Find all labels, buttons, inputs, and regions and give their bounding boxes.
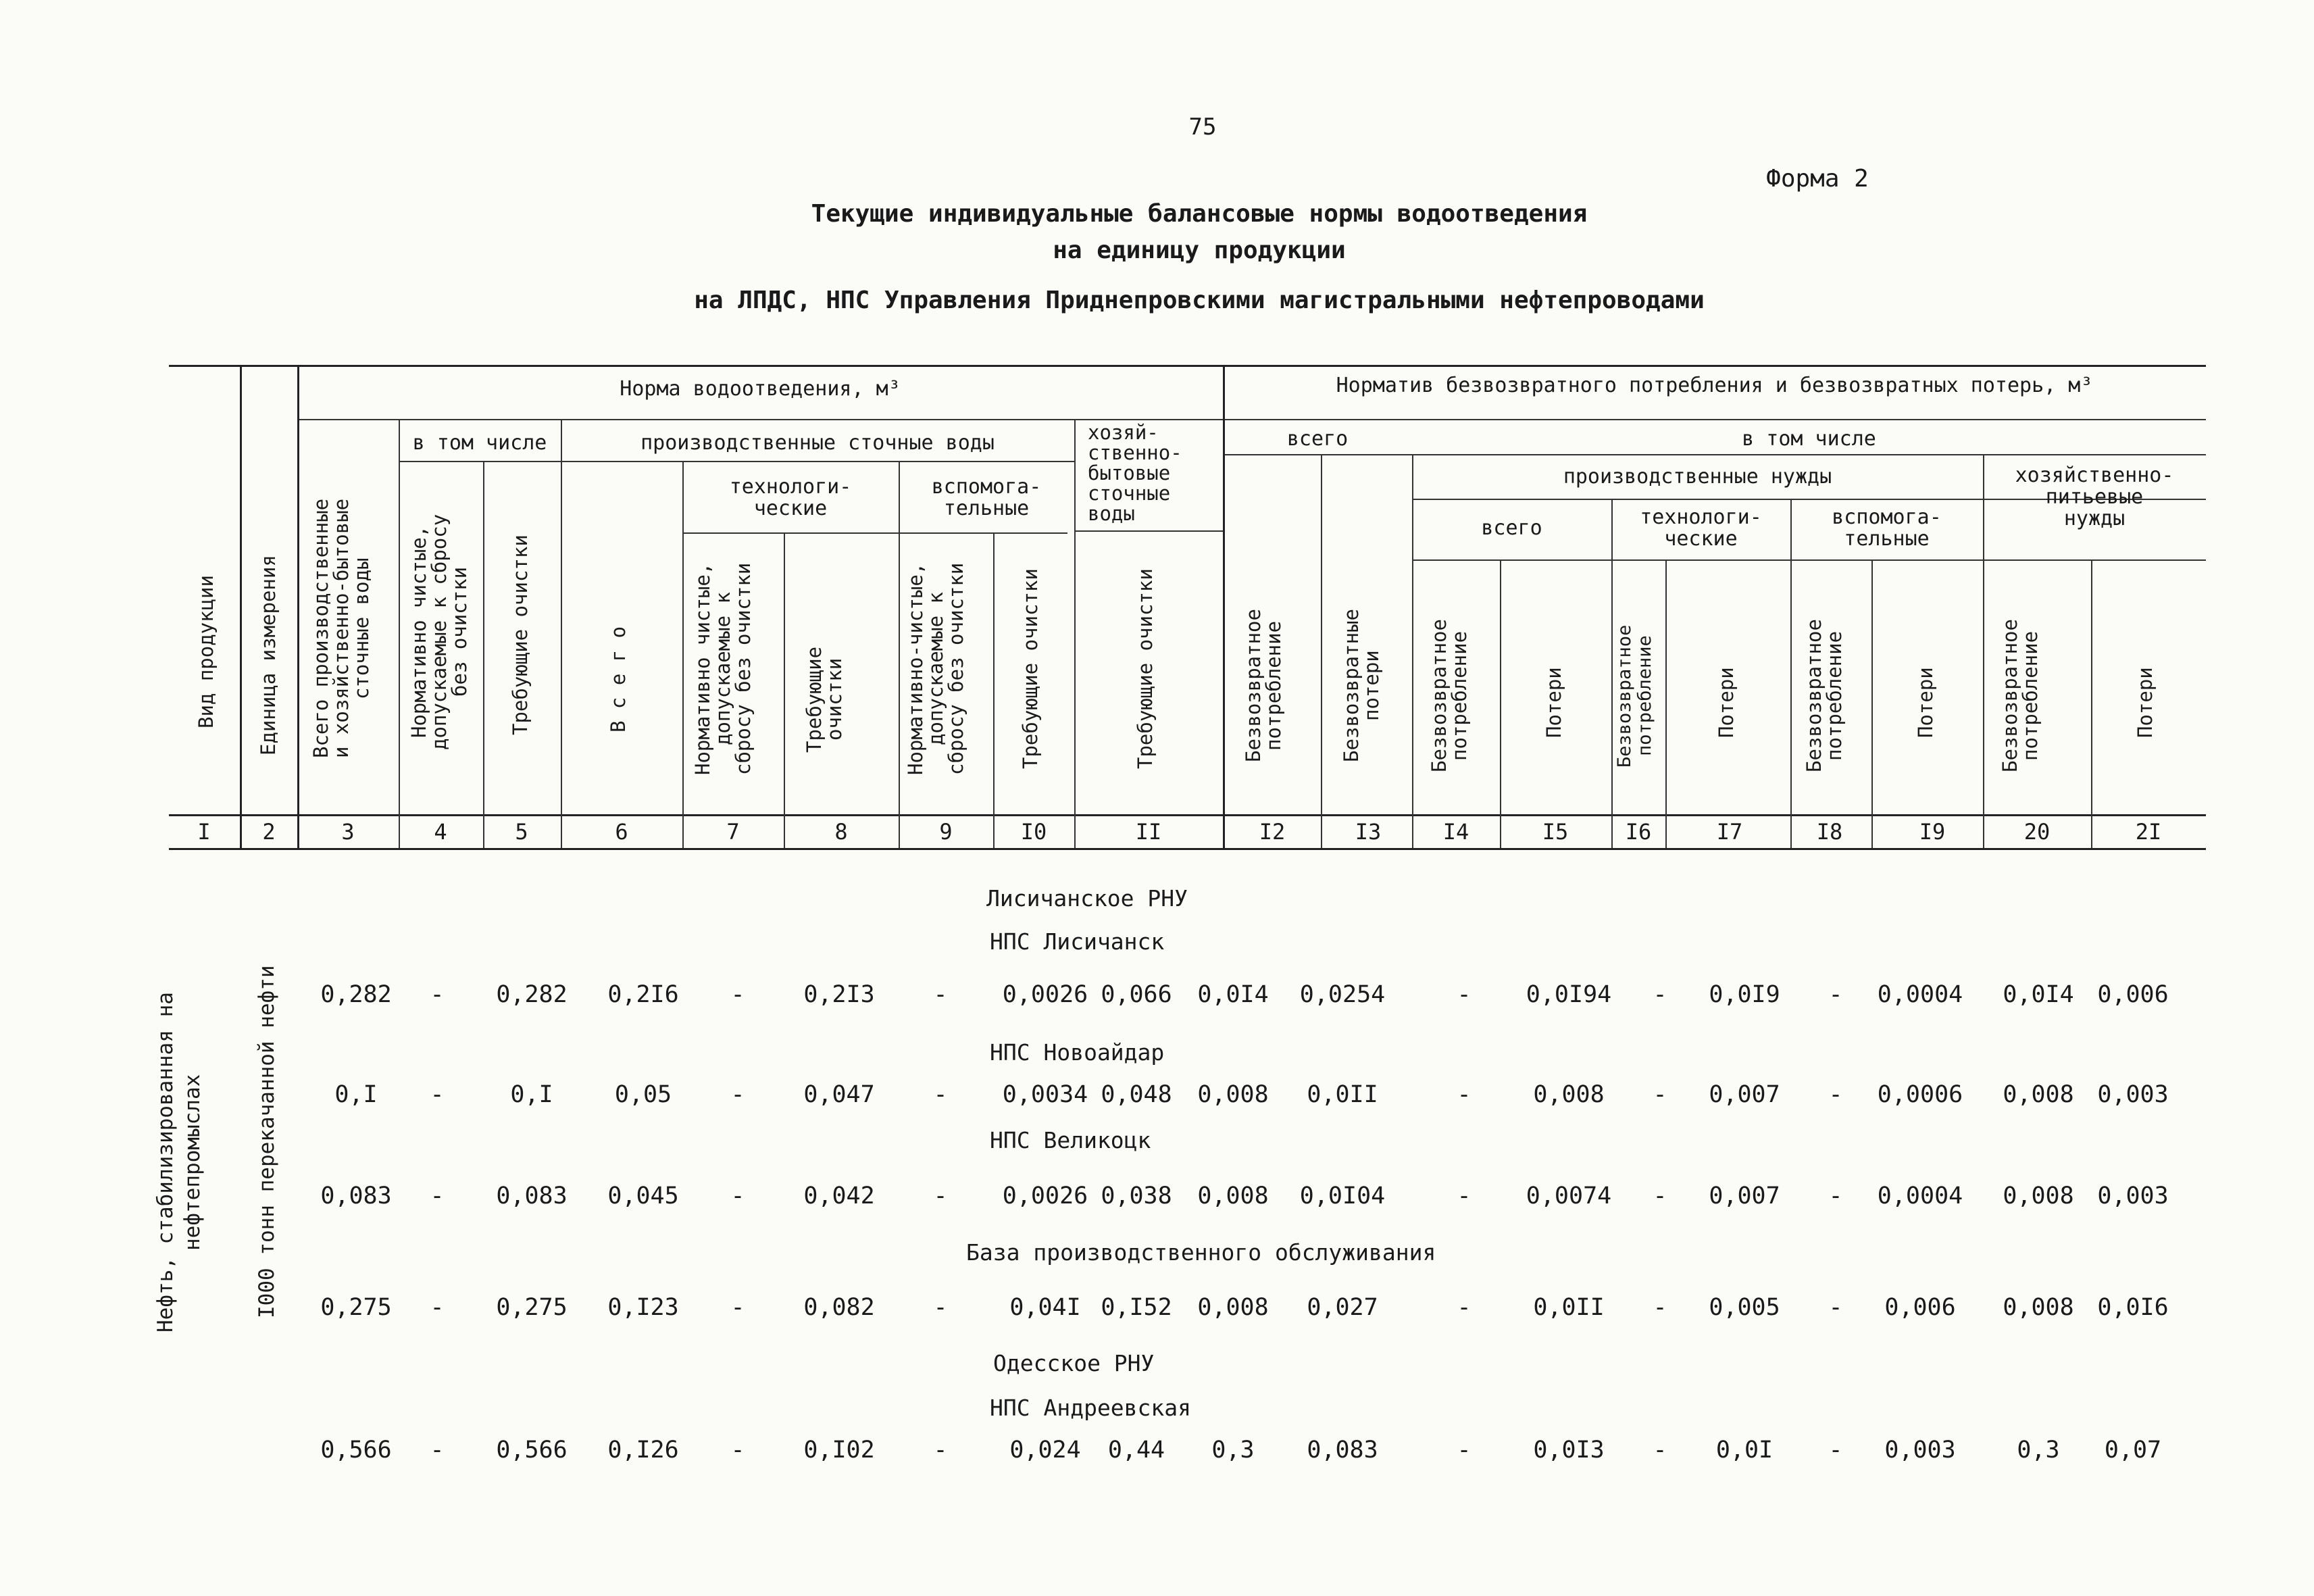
table-cell: 0,0I4 [2003,981,2074,1008]
table-cell: 0,066 [1101,981,1172,1008]
col-header-17: Потери [1715,667,1738,739]
section-nps-lisichansk: НПС Лисичанск [990,928,1165,955]
col-number-18: I8 [1816,819,1843,845]
table-cell: - [430,1081,445,1108]
col-number-5: 5 [515,819,528,845]
table-cell: 0,008 [1197,1294,1269,1321]
col-number-2: 2 [262,819,276,845]
table-cell: 0,024 [1009,1437,1081,1464]
subgroup-divider [399,461,1074,462]
table-cell: 0,008 [2003,1081,2074,1108]
table-cell: 0,0074 [1526,1182,1612,1210]
table-cell: - [430,981,445,1008]
table-cell: - [1828,1182,1843,1210]
col-header-13: Безвозвратные потери [1340,609,1383,763]
table-cell: 0,008 [2003,1182,2074,1210]
col-number-3: 3 [341,819,355,845]
col-header-product: Вид продукции [195,575,218,729]
section-service-base: База производственного обслуживания [966,1239,1436,1266]
table-cell: 0,003 [2097,1081,2169,1108]
col-number-12: I2 [1259,819,1286,845]
numbers-bottom-border [169,848,2206,850]
table-cell: 0,I [510,1081,553,1108]
table-cell: 0,0I3 [1533,1437,1605,1464]
table-cell: 0,0I94 [1526,981,1612,1008]
subgroup-divider-right [1223,454,2206,455]
table-cell: 0,0026 [1002,1182,1088,1210]
vline-1 [240,365,242,848]
drinking-header: хозяйственно- питьевые нужды [2015,464,2174,530]
table-cell: 0,04I [1009,1294,1081,1321]
tech-aux-divider [682,532,1067,534]
table-cell: 0,I23 [607,1294,679,1321]
total-header-2: всего [1481,516,1542,540]
vline-3 [399,419,400,848]
table-cell: 0,0004 [1877,1182,1963,1210]
table-cell: 0,003 [1884,1437,1956,1464]
section-nps-andreevskaya: НПС Андреевская [990,1395,1192,1421]
table-cell: 0,0I [1715,1437,1774,1464]
col-header-16: Безвозвратное потребление [1614,624,1655,768]
table-cell: 0,042 [803,1182,875,1210]
table-cell: 0,008 [2003,1294,2074,1321]
section-nps-novoaidar: НПС Новоайдар [990,1039,1165,1066]
table-cell: 0,007 [1709,1182,1780,1210]
table-cell: 0,I [334,1081,378,1108]
page-number: 75 [1188,114,1217,141]
vline-7 [784,532,785,848]
vline-15 [1611,499,1613,848]
title-line-3: на ЛПДС, НПС Управления Приднепровскими магистральными нефтепроводами [694,286,1705,314]
unit-label: I000 тонн перекачанной нефти [255,965,279,1319]
title-line-1: Текущие индивидуальные балансовые нормы водоотведения [811,200,1588,228]
table-cell: 0,0254 [1299,981,1386,1008]
table-cell: 0,027 [1307,1294,1378,1321]
col-number-10: I0 [1020,819,1047,845]
col-header-3: Всего производственные и хозяйственно-бытовые сточные воды [309,498,373,759]
table-cell: 0,047 [803,1081,875,1108]
col-number-17: I7 [1716,819,1743,845]
table-cell: 0,0I4 [1197,981,1269,1008]
table-cell: - [730,1294,745,1321]
col-header-14: Безвозвратное потребление [1428,619,1471,773]
group-divider [297,419,2206,420]
table-cell: 0,007 [1709,1081,1780,1108]
col-header-20: Безвозвратное потребление [1998,619,2042,773]
col-header-19: Потери [1914,667,1937,739]
incl-header: в том числе [412,431,547,455]
table-cell: 0,0II [1533,1294,1605,1321]
col-number-16: I6 [1625,819,1652,845]
table-top-border [169,365,2206,367]
vline-17 [1790,499,1792,848]
section-nps-velikotsk: НПС Великоцк [990,1127,1151,1153]
table-cell: 0,005 [1709,1294,1780,1321]
table-cell: 0,05 [614,1081,672,1108]
household-divider [1074,530,1223,532]
table-cell: 0,0II [1307,1081,1378,1108]
incl-header-2: в том числе [1742,427,1876,451]
table-cell: 0,566 [320,1437,392,1464]
col-header-9: Нормативно-чистые, допускаемые к сбросу без очистки [904,562,967,776]
table-cell: 0,0034 [1002,1081,1088,1108]
header-bottom-border [169,814,2206,816]
table-cell: 0,083 [320,1182,392,1210]
vline-5 [561,419,562,848]
aux-header-2: вспомога- тельные [1832,505,1942,551]
table-cell: 0,008 [1533,1081,1605,1108]
table-cell: - [933,1294,948,1321]
title-line-2: на единицу продукции [1053,236,1346,264]
vline-4 [483,461,484,848]
form-label: Форма 2 [1766,165,1869,193]
col-header-21: Потери [2134,667,2157,739]
table-cell: 0,082 [803,1294,875,1321]
table-cell: 0,275 [496,1294,568,1321]
table-cell: - [430,1437,445,1464]
table-cell: 0,2I6 [607,981,679,1008]
col-header-12: Безвозвратное потребление [1242,609,1285,763]
table-cell: 0,3 [1211,1437,1255,1464]
col-number-21: 2I [2135,819,2162,845]
col-header-10: Требующие очистки [1019,568,1042,770]
totals-divider [1412,559,2206,561]
vline-20 [2091,559,2092,848]
table-cell: 0,0I6 [2097,1294,2169,1321]
vline-9 [993,532,995,848]
vline-2 [297,365,299,848]
table-cell: - [730,1081,745,1108]
table-cell: 0,07 [2104,1437,2162,1464]
table-cell: 0,2I3 [803,981,875,1008]
table-cell: 0,0I9 [1709,981,1780,1008]
table-cell: - [1457,1294,1472,1321]
prodneeds-header: производственные нужды [1563,465,1832,489]
tech-header: технологи- ческие [729,475,852,520]
household-header: хозяй- ственно- бытовые сточные воды [1088,421,1182,525]
table-cell: 0,038 [1101,1182,1172,1210]
table-cell: - [1653,1437,1667,1464]
table-cell: 0,44 [1107,1437,1165,1464]
col-header-8: Требующие очистки [803,646,846,753]
vline-16 [1665,559,1667,848]
table-cell: 0,0006 [1877,1081,1963,1108]
col-number-15: I5 [1542,819,1569,845]
table-cell: 0,045 [607,1182,679,1210]
table-cell: - [730,981,745,1008]
col-header-4: Нормативно чистые, допускаемые к сбросу без очистки [407,514,471,750]
table-cell: - [933,981,948,1008]
col-header-11: Требующие очистки [1134,568,1157,770]
vline-18 [1871,559,1873,848]
table-cell: - [933,1081,948,1108]
table-cell: 0,282 [496,981,568,1008]
table-cell: - [430,1294,445,1321]
table-cell: - [1653,1294,1667,1321]
vline-14 [1500,559,1501,848]
product-label: Нефть, стабилизированная на нефтепромыслах [153,992,205,1332]
aux-header: вспомога- тельные [931,475,1042,520]
group-standard-header: Норматив безвозвратного потребления и безвозвратных потерь, м³ [1336,374,2093,397]
table-cell: 0,0026 [1002,981,1088,1008]
table-cell: - [1828,1081,1843,1108]
table-cell: - [430,1182,445,1210]
table-cell: 0,048 [1101,1081,1172,1108]
col-number-13: I3 [1355,819,1382,845]
section-lisichansk-rnu: Лисичанское РНУ [986,885,1188,912]
col-number-8: 8 [834,819,848,845]
section-odessa-rnu: Одесское РНУ [993,1350,1155,1376]
col-header-5: Требующие очистки [509,534,532,736]
table-cell: - [1828,981,1843,1008]
table-cell: 0,275 [320,1294,392,1321]
col-header-15: Потери [1542,667,1565,739]
table-cell: 0,008 [1197,1081,1269,1108]
col-header-unit: Единица измерения [257,555,280,756]
vline-13 [1412,454,1413,848]
col-number-6: 6 [615,819,628,845]
tech-header-2: технологи- ческие [1640,505,1762,551]
table-cell: 0,0I04 [1299,1182,1386,1210]
table-cell: 0,003 [2097,1182,2169,1210]
col-number-19: I9 [1919,819,1946,845]
table-cell: - [933,1182,948,1210]
table-cell: 0,083 [496,1182,568,1210]
table-cell: - [933,1437,948,1464]
prod-waste-header: производственные сточные воды [640,431,995,455]
table-cell: - [1828,1294,1843,1321]
table-cell: 0,008 [1197,1182,1269,1210]
table-cell: - [1653,981,1667,1008]
total-header: всего [1286,427,1349,451]
group-norm-header: Норма водоотведения, м³ [620,377,901,401]
table-cell: - [1457,981,1472,1008]
col-number-7: 7 [726,819,740,845]
table-cell: - [1457,1437,1472,1464]
col-number-4: 4 [434,819,447,845]
vline-12 [1321,454,1322,848]
table-cell: 0,I52 [1101,1294,1172,1321]
table-cell: 0,0004 [1877,981,1963,1008]
table-cell: - [1457,1081,1472,1108]
col-header-7: Нормативно чистые, допускаемые к сбросу без очистки [691,562,755,776]
table-cell: 0,083 [1307,1437,1378,1464]
col-number-11: II [1135,819,1162,845]
table-cell: 0,I02 [803,1437,875,1464]
table-cell: 0,566 [496,1437,568,1464]
table-cell: 0,282 [320,981,392,1008]
col-number-14: I4 [1442,819,1469,845]
col-number-1: I [197,819,211,845]
table-cell: 0,006 [1884,1294,1956,1321]
table-cell: - [1653,1081,1667,1108]
table-cell: 0,I26 [607,1437,679,1464]
table-cell: - [1828,1437,1843,1464]
table-cell: - [1457,1182,1472,1210]
table-cell: - [730,1182,745,1210]
col-header-6: В с е г о [607,626,630,732]
table-cell: 0,3 [2017,1437,2060,1464]
col-number-9: 9 [939,819,953,845]
table-cell: - [730,1437,745,1464]
table-cell: 0,006 [2097,981,2169,1008]
table-cell: - [1653,1182,1667,1210]
col-number-20: 20 [2023,819,2051,845]
col-header-18: Безвозвратное потребление [1803,619,1846,773]
